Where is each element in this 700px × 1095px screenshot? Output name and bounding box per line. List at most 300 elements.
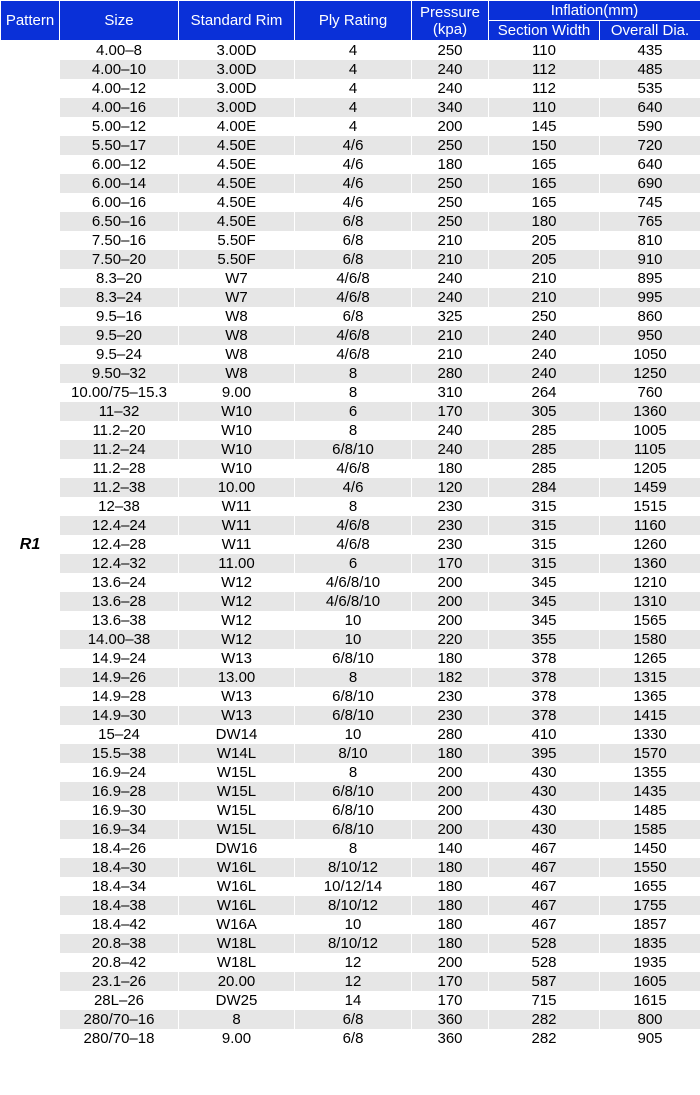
overall-dia-cell: 1265 [600,649,700,668]
overall-dia-cell: 760 [600,383,700,402]
rim-cell: 4.50E [179,155,295,174]
overall-dia-cell: 1330 [600,725,700,744]
overall-dia-cell: 1315 [600,668,700,687]
ply-cell: 4/6/8 [295,288,412,307]
pressure-cell: 180 [412,155,489,174]
ply-cell: 4 [295,98,412,117]
section-width-cell: 315 [489,497,600,516]
ply-cell: 4/6 [295,136,412,155]
ply-cell: 6/8 [295,250,412,269]
rim-cell: W15L [179,782,295,801]
rim-cell: W18L [179,953,295,972]
rim-cell: 3.00D [179,41,295,61]
section-width-cell: 430 [489,763,600,782]
section-width-cell: 112 [489,60,600,79]
section-width-cell: 315 [489,554,600,573]
size-cell: 10.00/75–15.3 [60,383,179,402]
table-row [1,497,700,516]
ply-cell: 8 [295,421,412,440]
overall-dia-cell: 1005 [600,421,700,440]
table-row [1,915,700,934]
rim-cell: W8 [179,307,295,326]
header-inflation: Inflation(mm) [489,1,700,21]
table-row [1,421,700,440]
table-row [1,117,700,136]
size-cell: 11.2–38 [60,478,179,497]
size-cell: 12–38 [60,497,179,516]
table-row [1,744,700,763]
ply-cell: 4/6/8 [295,345,412,364]
ply-cell: 6 [295,554,412,573]
ply-cell: 14 [295,991,412,1010]
overall-dia-cell: 810 [600,231,700,250]
ply-cell: 6/8/10 [295,687,412,706]
overall-dia-cell: 1565 [600,611,700,630]
size-cell: 280/70–16 [60,1010,179,1029]
section-width-cell: 165 [489,174,600,193]
table-row [1,687,700,706]
rim-cell: W15L [179,763,295,782]
ply-cell: 8/10/12 [295,896,412,915]
size-cell: 4.00–12 [60,79,179,98]
ply-cell: 10 [295,725,412,744]
rim-cell: 8 [179,1010,295,1029]
rim-cell: W14L [179,744,295,763]
rim-cell: W10 [179,421,295,440]
size-cell: 4.00–8 [60,41,179,61]
overall-dia-cell: 1935 [600,953,700,972]
size-cell: 5.00–12 [60,117,179,136]
table-row [1,706,700,725]
size-cell: 14.9–24 [60,649,179,668]
table-row [1,516,700,535]
size-cell: 18.4–42 [60,915,179,934]
section-width-cell: 430 [489,820,600,839]
ply-cell: 8 [295,763,412,782]
table-row [1,896,700,915]
rim-cell: W11 [179,516,295,535]
section-width-cell: 430 [489,782,600,801]
table-row [1,763,700,782]
pressure-cell: 180 [412,858,489,877]
size-cell: 4.00–10 [60,60,179,79]
section-width-cell: 285 [489,440,600,459]
table-row [1,98,700,117]
section-width-cell: 150 [489,136,600,155]
size-cell: 16.9–28 [60,782,179,801]
rim-cell: W11 [179,497,295,516]
ply-cell: 4/6/8/10 [295,573,412,592]
section-width-cell: 205 [489,250,600,269]
overall-dia-cell: 1365 [600,687,700,706]
overall-dia-cell: 1835 [600,934,700,953]
section-width-cell: 378 [489,668,600,687]
size-cell: 12.4–24 [60,516,179,535]
ply-cell: 6/8 [295,1029,412,1048]
pressure-cell: 240 [412,288,489,307]
rim-cell: DW25 [179,991,295,1010]
pressure-cell: 180 [412,649,489,668]
pressure-cell: 200 [412,117,489,136]
ply-cell: 6/8 [295,1010,412,1029]
pressure-cell: 240 [412,60,489,79]
overall-dia-cell: 1615 [600,991,700,1010]
size-cell: 12.4–32 [60,554,179,573]
pressure-cell: 180 [412,934,489,953]
section-width-cell: 345 [489,611,600,630]
size-cell: 18.4–26 [60,839,179,858]
ply-cell: 4/6/8 [295,459,412,478]
section-width-cell: 284 [489,478,600,497]
overall-dia-cell: 1250 [600,364,700,383]
section-width-cell: 305 [489,402,600,421]
pressure-cell: 250 [412,136,489,155]
overall-dia-cell: 485 [600,60,700,79]
table-row [1,972,700,991]
section-width-cell: 378 [489,687,600,706]
overall-dia-cell: 1450 [600,839,700,858]
rim-cell: W15L [179,801,295,820]
section-width-cell: 345 [489,592,600,611]
header-pattern: Pattern [1,1,60,41]
ply-cell: 6/8 [295,212,412,231]
table-row [1,820,700,839]
table-row [1,839,700,858]
pressure-cell: 210 [412,231,489,250]
overall-dia-cell: 1310 [600,592,700,611]
ply-cell: 8 [295,383,412,402]
table-row [1,554,700,573]
table-row [1,41,700,61]
pressure-cell: 250 [412,212,489,231]
pressure-cell: 240 [412,269,489,288]
overall-dia-cell: 895 [600,269,700,288]
table-row [1,1010,700,1029]
section-width-cell: 145 [489,117,600,136]
pressure-cell: 250 [412,193,489,212]
size-cell: 20.8–42 [60,953,179,972]
size-cell: 15.5–38 [60,744,179,763]
pressure-cell: 120 [412,478,489,497]
section-width-cell: 378 [489,649,600,668]
rim-cell: W16A [179,915,295,934]
overall-dia-cell: 1160 [600,516,700,535]
size-cell: 20.8–38 [60,934,179,953]
section-width-cell: 395 [489,744,600,763]
overall-dia-cell: 720 [600,136,700,155]
section-width-cell: 587 [489,972,600,991]
ply-cell: 8/10/12 [295,858,412,877]
size-cell: 7.50–16 [60,231,179,250]
rim-cell: W12 [179,592,295,611]
rim-cell: 4.50E [179,174,295,193]
rim-cell: W16L [179,877,295,896]
pressure-cell: 200 [412,782,489,801]
overall-dia-cell: 1857 [600,915,700,934]
section-width-cell: 528 [489,934,600,953]
table-row [1,364,700,383]
ply-cell: 4/6 [295,174,412,193]
section-width-cell: 315 [489,535,600,554]
size-cell: 6.00–16 [60,193,179,212]
ply-cell: 6/8/10 [295,820,412,839]
table-row [1,288,700,307]
ply-cell: 10 [295,611,412,630]
table-row [1,155,700,174]
pressure-cell: 240 [412,421,489,440]
size-cell: 280/70–18 [60,1029,179,1048]
section-width-cell: 467 [489,839,600,858]
size-cell: 11–32 [60,402,179,421]
ply-cell: 4 [295,41,412,61]
overall-dia-cell: 640 [600,98,700,117]
section-width-cell: 282 [489,1029,600,1048]
pressure-cell: 140 [412,839,489,858]
overall-dia-cell: 745 [600,193,700,212]
ply-cell: 12 [295,953,412,972]
ply-cell: 10 [295,915,412,934]
pressure-cell: 180 [412,744,489,763]
ply-cell: 12 [295,972,412,991]
ply-cell: 6/8/10 [295,649,412,668]
table-row [1,478,700,497]
table-row [1,136,700,155]
pressure-cell: 310 [412,383,489,402]
rim-cell: W7 [179,269,295,288]
rim-cell: W10 [179,459,295,478]
ply-cell: 6/8/10 [295,801,412,820]
overall-dia-cell: 1205 [600,459,700,478]
pressure-cell: 180 [412,877,489,896]
overall-dia-cell: 1580 [600,630,700,649]
ply-cell: 8/10/12 [295,934,412,953]
ply-cell: 4 [295,117,412,136]
rim-cell: W12 [179,630,295,649]
table-row [1,174,700,193]
ply-cell: 6/8/10 [295,706,412,725]
ply-cell: 4/6 [295,155,412,174]
pressure-cell: 182 [412,668,489,687]
rim-cell: 5.50F [179,250,295,269]
pressure-cell: 230 [412,535,489,554]
section-width-cell: 180 [489,212,600,231]
pressure-cell: 280 [412,725,489,744]
pressure-cell: 250 [412,174,489,193]
section-width-cell: 112 [489,79,600,98]
ply-cell: 4 [295,60,412,79]
size-cell: 14.9–26 [60,668,179,687]
rim-cell: 9.00 [179,1029,295,1048]
pressure-cell: 170 [412,554,489,573]
size-cell: 14.9–30 [60,706,179,725]
section-width-cell: 110 [489,98,600,117]
size-cell: 18.4–30 [60,858,179,877]
overall-dia-cell: 535 [600,79,700,98]
section-width-cell: 345 [489,573,600,592]
table-header [1,1,700,41]
overall-dia-cell: 1585 [600,820,700,839]
pressure-cell: 170 [412,972,489,991]
pressure-cell: 180 [412,915,489,934]
pressure-cell: 340 [412,98,489,117]
table-row [1,231,700,250]
rim-cell: 3.00D [179,60,295,79]
rim-cell: 11.00 [179,554,295,573]
pressure-cell: 180 [412,459,489,478]
section-width-cell: 210 [489,288,600,307]
ply-cell: 8 [295,497,412,516]
rim-cell: W18L [179,934,295,953]
overall-dia-cell: 590 [600,117,700,136]
size-cell: 8.3–20 [60,269,179,288]
section-width-cell: 110 [489,41,600,61]
header-ply-rating: Ply Rating [295,1,412,41]
overall-dia-cell: 1415 [600,706,700,725]
pressure-cell: 210 [412,345,489,364]
ply-cell: 10 [295,630,412,649]
size-cell: 11.2–20 [60,421,179,440]
ply-cell: 4/6/8/10 [295,592,412,611]
pressure-cell: 180 [412,896,489,915]
overall-dia-cell: 640 [600,155,700,174]
overall-dia-cell: 1605 [600,972,700,991]
overall-dia-cell: 800 [600,1010,700,1029]
header-section-width: Section Width [489,21,600,41]
pressure-cell: 200 [412,801,489,820]
section-width-cell: 240 [489,326,600,345]
overall-dia-cell: 1755 [600,896,700,915]
table-row [1,725,700,744]
table-row [1,1029,700,1048]
table-row [1,193,700,212]
size-cell: 9.50–32 [60,364,179,383]
size-cell: 15–24 [60,725,179,744]
rim-cell: W15L [179,820,295,839]
rim-cell: W10 [179,402,295,421]
pressure-cell: 200 [412,611,489,630]
rim-cell: 4.50E [179,193,295,212]
rim-cell: W8 [179,345,295,364]
size-cell: 12.4–28 [60,535,179,554]
overall-dia-cell: 1105 [600,440,700,459]
pressure-cell: 200 [412,592,489,611]
rim-cell: W11 [179,535,295,554]
ply-cell: 4/6 [295,478,412,497]
section-width-cell: 210 [489,269,600,288]
size-cell: 9.5–16 [60,307,179,326]
section-width-cell: 467 [489,877,600,896]
table-row [1,877,700,896]
overall-dia-cell: 1360 [600,554,700,573]
overall-dia-cell: 1459 [600,478,700,497]
rim-cell: W10 [179,440,295,459]
rim-cell: 10.00 [179,478,295,497]
rim-cell: 4.50E [179,136,295,155]
size-cell: 13.6–24 [60,573,179,592]
pressure-cell: 170 [412,402,489,421]
pressure-cell: 200 [412,820,489,839]
size-cell: 14.00–38 [60,630,179,649]
section-width-cell: 165 [489,155,600,174]
ply-cell: 4/6/8 [295,535,412,554]
section-width-cell: 264 [489,383,600,402]
section-width-cell: 715 [489,991,600,1010]
overall-dia-cell: 765 [600,212,700,231]
table-row [1,383,700,402]
overall-dia-cell: 1570 [600,744,700,763]
size-cell: 13.6–38 [60,611,179,630]
pressure-cell: 360 [412,1010,489,1029]
size-cell: 9.5–20 [60,326,179,345]
rim-cell: W8 [179,326,295,345]
section-width-cell: 467 [489,858,600,877]
overall-dia-cell: 1210 [600,573,700,592]
table-row [1,326,700,345]
section-width-cell: 430 [489,801,600,820]
pressure-cell: 210 [412,250,489,269]
pressure-cell: 240 [412,440,489,459]
rim-cell: 5.50F [179,231,295,250]
table-row [1,345,700,364]
pressure-cell: 230 [412,497,489,516]
header-standard-rim: Standard Rim [179,1,295,41]
table-row [1,459,700,478]
size-cell: 23.1–26 [60,972,179,991]
section-width-cell: 467 [489,915,600,934]
table-row [1,782,700,801]
table-row [1,307,700,326]
size-cell: 18.4–38 [60,896,179,915]
pattern-cell: R1 [1,41,60,1049]
section-width-cell: 355 [489,630,600,649]
ply-cell: 6/8/10 [295,782,412,801]
overall-dia-cell: 1515 [600,497,700,516]
ply-cell: 4/6/8 [295,516,412,535]
table-row [1,212,700,231]
rim-cell: 3.00D [179,98,295,117]
overall-dia-cell: 1360 [600,402,700,421]
overall-dia-cell: 910 [600,250,700,269]
pressure-cell: 230 [412,687,489,706]
section-width-cell: 240 [489,364,600,383]
size-cell: 16.9–24 [60,763,179,782]
table-row [1,269,700,288]
table-row [1,611,700,630]
section-width-cell: 285 [489,421,600,440]
size-cell: 6.00–12 [60,155,179,174]
section-width-cell: 165 [489,193,600,212]
overall-dia-cell: 1655 [600,877,700,896]
ply-cell: 10/12/14 [295,877,412,896]
section-width-cell: 240 [489,345,600,364]
pressure-cell: 360 [412,1029,489,1048]
rim-cell: 13.00 [179,668,295,687]
rim-cell: 3.00D [179,79,295,98]
overall-dia-cell: 1485 [600,801,700,820]
rim-cell: W13 [179,649,295,668]
size-cell: 18.4–34 [60,877,179,896]
size-cell: 11.2–24 [60,440,179,459]
header-overall-dia: Overall Dia. [600,21,700,41]
overall-dia-cell: 435 [600,41,700,61]
rim-cell: W12 [179,611,295,630]
table-row [1,535,700,554]
pressure-cell: 200 [412,573,489,592]
table-row [1,440,700,459]
table-row [1,991,700,1010]
ply-cell: 8 [295,668,412,687]
ply-cell: 6/8/10 [295,440,412,459]
